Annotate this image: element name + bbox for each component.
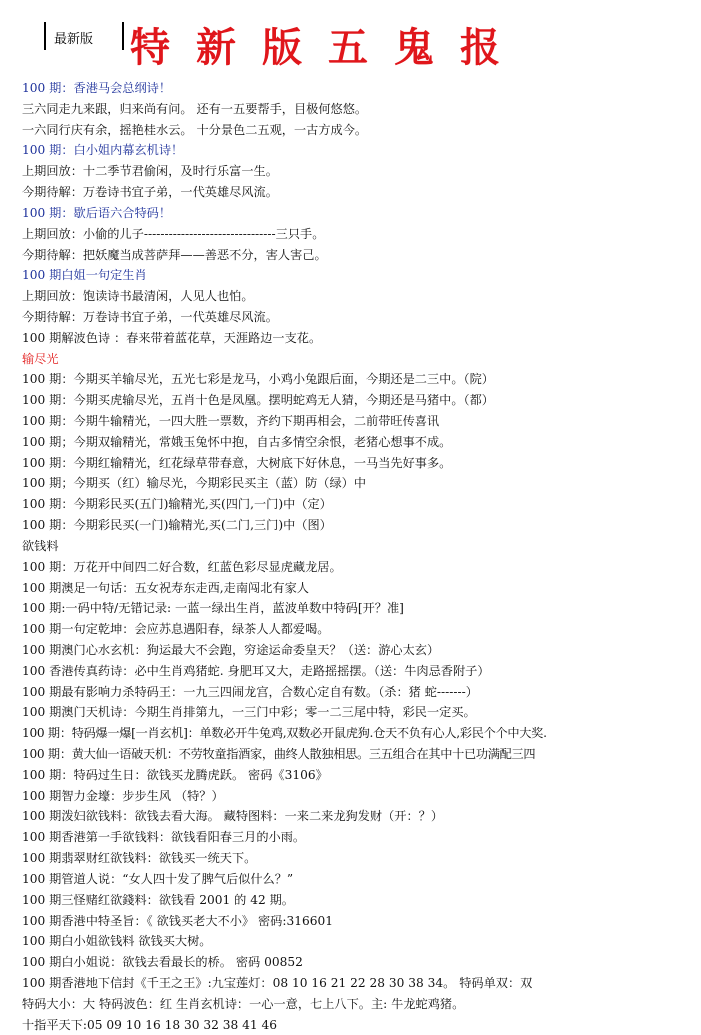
text-line: 100 期智力金壕：步步生风 （特？） [22,788,224,803]
text-line: 100 期香港第一手欲钱料：欲钱看阳春三月的小雨。 [22,830,306,845]
text-line: 100 期最有影响力杀特码王：一九三四闹龙宫，合数心定自有数。（杀：猪 蛇-------） [22,684,478,699]
page-title: 特新版五鬼报 [130,25,526,71]
text-line: 100 期：今期买羊输尽光，五光七彩是龙马，小鸡小兔跟后面，今期还是二三中。（院） [22,372,494,387]
text-line: 100 期解波色诗 ：春来带着蓝花草，天涯路边一支花。 [22,330,322,345]
text-line: 今期待解：万卷诗书宜子弟，一代英雄尽风流。 [22,309,278,324]
text-line: 今期待解：把妖魔当成菩萨拜——善恶不分，害人害己。 [22,247,327,262]
text-line: 100 期：特码过生日：欲钱买龙腾虎跃。 密码《3106》 [22,767,328,782]
text-line: 上期回放：饱读诗书最清闲，人见人也怕。 [22,289,254,304]
text-line: 100 期：今期买虎输尽光，五肖十色是凤凰。摆明蛇鸡无人猜，今期还是马猪中。（都） [22,393,494,408]
header [0,0,701,82]
text-line: 100 期三怪赌红欲錢料：欲钱看 2001 的 42 期。 [22,892,294,907]
text-line: 100 期：万花开中间四二好合数，红蓝色彩尽显虎藏龙居。 [22,559,342,574]
text-line: 三六同走九来跟，归来尚有问。 还有一五要帮手，目极何悠悠。 [22,101,368,116]
text-line: 今期待解：万卷诗书宜子弟，一代英雄尽风流。 [22,185,278,200]
text-line: 100 期白小姐欲钱料 欲钱买大树。 [22,934,212,949]
text-line: 100 期；今期双输精光，常娥玉兔怀中抱，自古多情空余恨，老猪心想事不成。 [22,434,452,449]
text-line: 上期回放：小偷的儿子--------------------------------三只手。 [22,226,325,241]
text-line: 一六同行庆有余，摇艳桂水云。 十分景色二五观，一古方成今。 [22,122,368,137]
text-line: 100 期白姐一句定生肖 [22,268,147,283]
text-line: 100 期：今期牛输精光，一四大胜一票数，齐约下期再相会，二前带旺传喜讯 [22,414,440,428]
text-line: 100 期澳门心水玄机：狗运最大不会跑，穷途运命委皇天？（送：游心太玄） [22,642,440,657]
text-line: 100 期：特码爆一爆[一肖玄机]：单数必开牛兔鸡,双数必开鼠虎狗.仓天不负有心人,彩民个个中大奖. [22,726,547,741]
edition-label: 最新版 [54,32,94,47]
text-line: 100 期澳足一句话：五女祝寿东走西,走南闯北有家人 [22,580,309,595]
text-line: 100 期香港地下信封《千王之王》:九宝莲灯：08 10 16 21 22 28 30 38 34。 特码单双：双 [22,975,533,990]
text-line: 100 期管道人说：“女人四十发了脾气后似什么？” [22,871,294,886]
text-line: 上期回放：十二季节君偷闲，及时行乐富一生。 [22,164,278,179]
text-line: 100 期白小姐说：欲钱去看最长的桥。 密码 00852 [22,955,303,970]
text-line: 100 期：黄大仙一语破天机：不劳牧童指酒家，曲终人散独相思。三五组合在其中十已功满配三四 [22,747,536,761]
text-line: 100 期：今期红输精光，红花绿草带春意，大树底下好休息，一马当先好事多。 [22,455,452,470]
text-line: 特码大小：大 特码波色：红 生肖玄机诗：一心一意，七上八下。主: 牛龙蛇鸡猪。 [22,996,465,1011]
text-line: 100 期：今期彩民买(五门)输精光,买(四门,一门)中（定） [22,497,332,512]
text-line: 100 期一句定乾坤：会应苏息遇阳春，绿茶人人都爱喝。 [22,622,330,637]
document-body [22,78,698,1035]
text-line: 100 期澳门天机诗：今期生肖排第九，一三门中彩；零一二三尾中特，彩民一定买。 [22,705,476,720]
text-line: 100 期：歇后语六合特码！ [22,205,172,220]
text-line: 输尽光 [22,351,59,366]
edition-box [44,22,124,50]
text-line: 十指平天下:05 09 10 16 18 30 32 38 41 46 [22,1017,277,1032]
text-line: 100 期:一码中特/无错记录: 一蓝一绿出生肖，蓝波单数中特码[开？准] [22,601,404,616]
text-line: 100 香港传真药诗：必中生肖鸡猪蛇. 身肥耳又大，走路摇摇摆。（送：牛肉忌香附子） [22,663,490,678]
text-line: 100 期泼妇欲钱料：欲钱去看大海。 藏特图料：一来二来龙狗发财（开：？） [22,809,444,824]
text-line: 欲钱料 [22,538,59,553]
text-line: 100 期：白小姐内幕玄机诗！ [22,143,184,158]
text-line: 100 期香港中特圣旨：《 欲钱买老大不小》 密码:316601 [22,913,333,928]
text-line: 100 期；今期买（红）输尽光，今期彩民买主（蓝）防（绿）中 [22,476,367,491]
text-line: 100 期：香港马会总纲诗！ [22,81,172,95]
text-line: 100 期翡翠财红欲钱料：欲钱买一统天下。 [22,851,257,866]
text-line: 100 期：今期彩民买(一门)输精光,买(二门,三门)中（图） [22,518,332,533]
